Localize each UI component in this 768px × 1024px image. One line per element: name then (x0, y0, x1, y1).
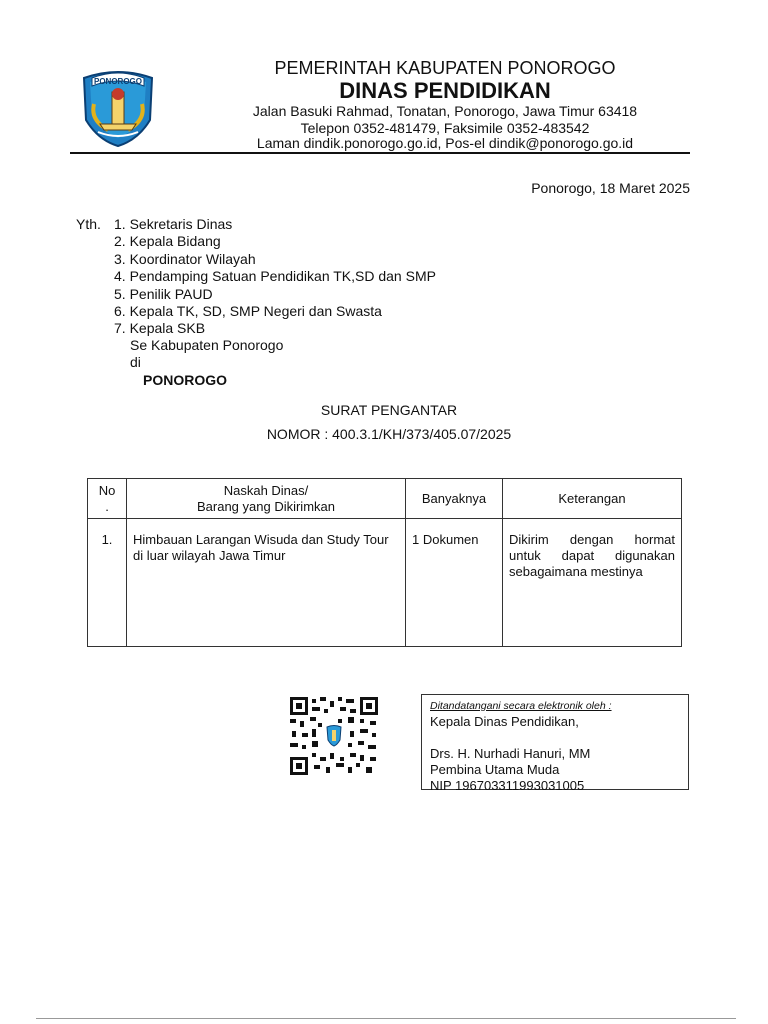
recipient-item: 1. Sekretaris Dinas (114, 216, 233, 232)
col-header-keterangan: Keterangan (503, 479, 682, 519)
recipient-item: 7. Kepala SKB (114, 320, 206, 337)
col-header-no: No . (88, 479, 127, 519)
recipient-scope: Se Kabupaten Ponorogo (130, 337, 284, 353)
signature-name: Drs. H. Nurhadi Hanuri, MM (430, 746, 591, 761)
items-table (87, 478, 682, 647)
signature-nip: NIP 196703311993031005 (430, 778, 585, 793)
table-row (88, 519, 682, 647)
recipient-di: di (130, 354, 141, 370)
recipient-item: 2. Kepala Bidang (114, 233, 221, 250)
svg-text:PONOROGO: PONOROGO (93, 77, 143, 86)
cell-naskah: Himbauan Larangan Wisuda dan Study Tour di luar wilayah Jawa Timur (127, 519, 406, 647)
cell-banyaknya: 1 Dokumen (406, 519, 503, 647)
col-header-naskah: Naskah Dinas/ Barang yang Dikirimkan (127, 479, 406, 519)
signature-note: Ditandatangani secara elektronik oleh : (430, 700, 612, 712)
header-government: PEMERINTAH KABUPATEN PONOROGO (274, 58, 616, 78)
qr-code (290, 697, 378, 775)
ponorogo-logo (78, 64, 158, 148)
header-address: Jalan Basuki Rahmad, Tonatan, Ponorogo, Jawa Timur 63418 (252, 103, 638, 119)
header-agency: DINAS PENDIDIKAN (339, 78, 551, 103)
letter-date: Ponorogo, 18 Maret 2025 (531, 180, 690, 196)
recipient-item: 3. Koordinator Wilayah (114, 250, 256, 267)
table-header-row (88, 479, 682, 519)
cell-keterangan: Dikirim dengan hormat untuk dapat digunakan sebagaimana mestinya (503, 519, 682, 647)
signature-position: Kepala Dinas Pendidikan, (430, 714, 579, 729)
header-website: Laman dindik.ponorogo.go.id, Pos-el dindik@ponorogo.go.id (256, 135, 634, 151)
recipient-city: PONOROGO (143, 372, 228, 388)
page-bottom-line (36, 1018, 736, 1019)
recipient-item: 4. Pendamping Satuan Pendidikan TK,SD dan SMP (114, 268, 436, 285)
header-phone: Telepon 0352-481479, Faksimile 0352-483542 (300, 120, 590, 136)
letter-title: SURAT PENGANTAR (320, 402, 458, 418)
recipient-list (114, 216, 436, 338)
cell-no: 1. (88, 519, 127, 647)
signature-box (421, 694, 689, 793)
header-divider (70, 152, 690, 154)
recipient-prefix: Yth. (76, 216, 101, 232)
letter-number: NOMOR : 400.3.1/KH/373/405.07/2025 (266, 426, 512, 442)
col-header-banyaknya: Banyaknya (406, 479, 503, 519)
recipient-item: 6. Kepala TK, SD, SMP Negeri dan Swasta (114, 303, 382, 320)
recipient-item: 5. Penilik PAUD (114, 285, 213, 302)
signature-rank: Pembina Utama Muda (430, 762, 560, 777)
